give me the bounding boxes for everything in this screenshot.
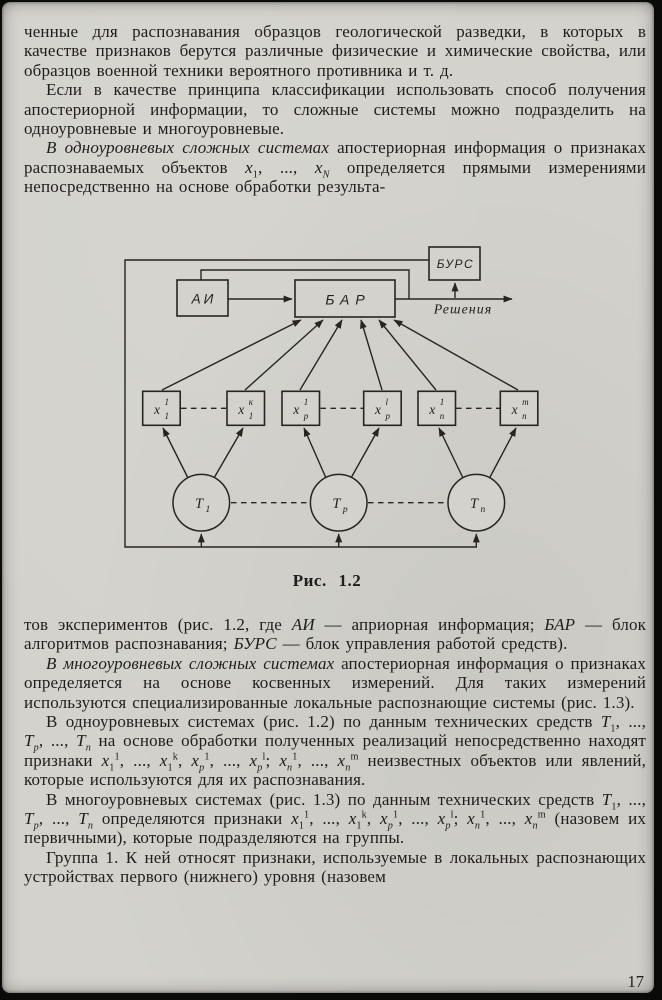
figure-1-2-diagram bbox=[2, 240, 662, 564]
x-to-bar-arrow-6 bbox=[394, 320, 518, 390]
text-block-top bbox=[24, 22, 646, 197]
x-box-1-sup: 1 bbox=[164, 397, 169, 407]
x-box-6 bbox=[500, 391, 538, 425]
x-box-5-label: x bbox=[429, 402, 436, 417]
x-box-2 bbox=[227, 391, 265, 425]
t-to-x-arrow-4 bbox=[351, 428, 379, 478]
bar-block-label: БАР bbox=[325, 291, 371, 308]
x-box-2-label: x bbox=[238, 402, 245, 417]
x-box-3 bbox=[282, 391, 320, 425]
x-to-bar-arrow-3 bbox=[300, 320, 342, 390]
x-to-bar-arrow-2 bbox=[245, 320, 323, 390]
x-box-5 bbox=[418, 391, 456, 425]
paragraph-4: тов экспериментов (рис. 1.2, где АИ — априорная информация; БАР — блок алгоритмов распознавания; БУРС — блок управления работой средств). bbox=[24, 615, 647, 654]
t-circle-1-label: T bbox=[194, 496, 204, 512]
x-box-6-sup: m bbox=[522, 397, 529, 407]
paragraph-8: Группа 1. К ней относят признаки, используемые в локальных распознающих устройствах первого (нижнего) уровня (назовем bbox=[24, 847, 646, 887]
paragraph-5: В многоуровневых сложных системах апостериорная информация о признаках определяется на основе косвенных измерений. Для таких измерений используются специализированные локальные распознающие системы (рис. 1.3). bbox=[24, 653, 646, 712]
burs-block-label: БУРС bbox=[436, 257, 475, 271]
scanned-page bbox=[2, 2, 654, 993]
t-to-x-arrow-5 bbox=[439, 428, 463, 478]
figure-caption: Рис. 1.2 bbox=[292, 571, 362, 590]
x-box-3-label: x bbox=[293, 402, 300, 417]
t-to-x-arrow-6 bbox=[489, 428, 516, 479]
t-to-x-arrow-2 bbox=[214, 428, 243, 478]
text-block-bottom bbox=[24, 615, 646, 887]
t-to-x-arrow-3 bbox=[304, 428, 326, 478]
x-box-1-label: x bbox=[154, 402, 160, 417]
x-to-bar-arrow-4 bbox=[361, 320, 382, 390]
t-circle-3-label: T bbox=[469, 496, 479, 512]
page-number: 17 bbox=[627, 972, 644, 991]
x-box-3-sub: p bbox=[303, 411, 309, 421]
t-circle-2-sub: p bbox=[342, 505, 348, 515]
x-box-2-sup: к bbox=[248, 397, 254, 407]
x-box-1-sub: 1 bbox=[164, 411, 169, 421]
decisions-label: Решения bbox=[433, 302, 493, 318]
t-circle-3-sub: n bbox=[480, 505, 486, 515]
x-box-4-label: x bbox=[375, 402, 381, 417]
x-box-4-sup: l bbox=[385, 397, 389, 407]
x-box-6-label: x bbox=[511, 402, 518, 417]
paragraph-1: ченные для распознавания образцов геологической разведки, в которых в качестве признаков берутся различные физические и химические свойства, или образцов военной техники вероятного противника и т. д. bbox=[24, 22, 646, 80]
x-box-6-sub: n bbox=[522, 411, 527, 421]
t-circle-2-label: T bbox=[332, 496, 341, 512]
x-box-4 bbox=[364, 391, 402, 425]
t-circle-1-sub: 1 bbox=[205, 505, 211, 515]
paragraph-3: В одноуровневых сложных системах апостериорная информация о признаках распознаваемых объектов $x_1$, ..., $x_N$ определяется прямыми измерениями непосредственно на основе обработки результа- bbox=[24, 138, 646, 197]
x-box-5-sub: n bbox=[439, 411, 445, 421]
x-to-bar-arrow-5 bbox=[379, 320, 436, 390]
paragraph-7: В многоуровневых системах (рис. 1.3) по данным технических средств $T_1$, ..., $T_p$, ..., $T_n$ определяются признаки $x_1^1$, ..., $x_1^k$, $x_p^1$, ..., $x_p^l$; $x_n^1$, ..., $x_n^m$ (назовем их первичными), которые подразделяются на группы. bbox=[24, 789, 646, 848]
x-box-3-sup: 1 bbox=[303, 397, 309, 407]
ai-block-label: АИ bbox=[191, 291, 217, 307]
paragraph-6: В одноуровневых системах (рис. 1.2) по данным технических средств $T_1$, ..., $T_p$, ..., $T_n$ на основе обработки полученных реализаций непосредственно находят признаки $x_1^1$, ..., $x_1^k$, $x_p^1$, ..., $x_p^l$; $x_n^1$, ..., $x_n^m$ неизвестных объектов или явлений, которые используются для их распознавания. bbox=[24, 712, 646, 790]
t-to-x-arrow-1 bbox=[163, 428, 188, 478]
x-box-5-sup: 1 bbox=[439, 397, 445, 407]
x-to-bar-arrow-1 bbox=[162, 320, 301, 390]
x-box-2-sub: 1 bbox=[248, 411, 254, 421]
x-box-4-sub: p bbox=[385, 411, 390, 421]
paragraph-2: Если в качестве принципа классификации использовать способ получения апостериорной информации, то сложные системы можно подразделить на одноуровневые и многоуровневые. bbox=[24, 80, 646, 139]
x-box-1 bbox=[143, 391, 181, 425]
